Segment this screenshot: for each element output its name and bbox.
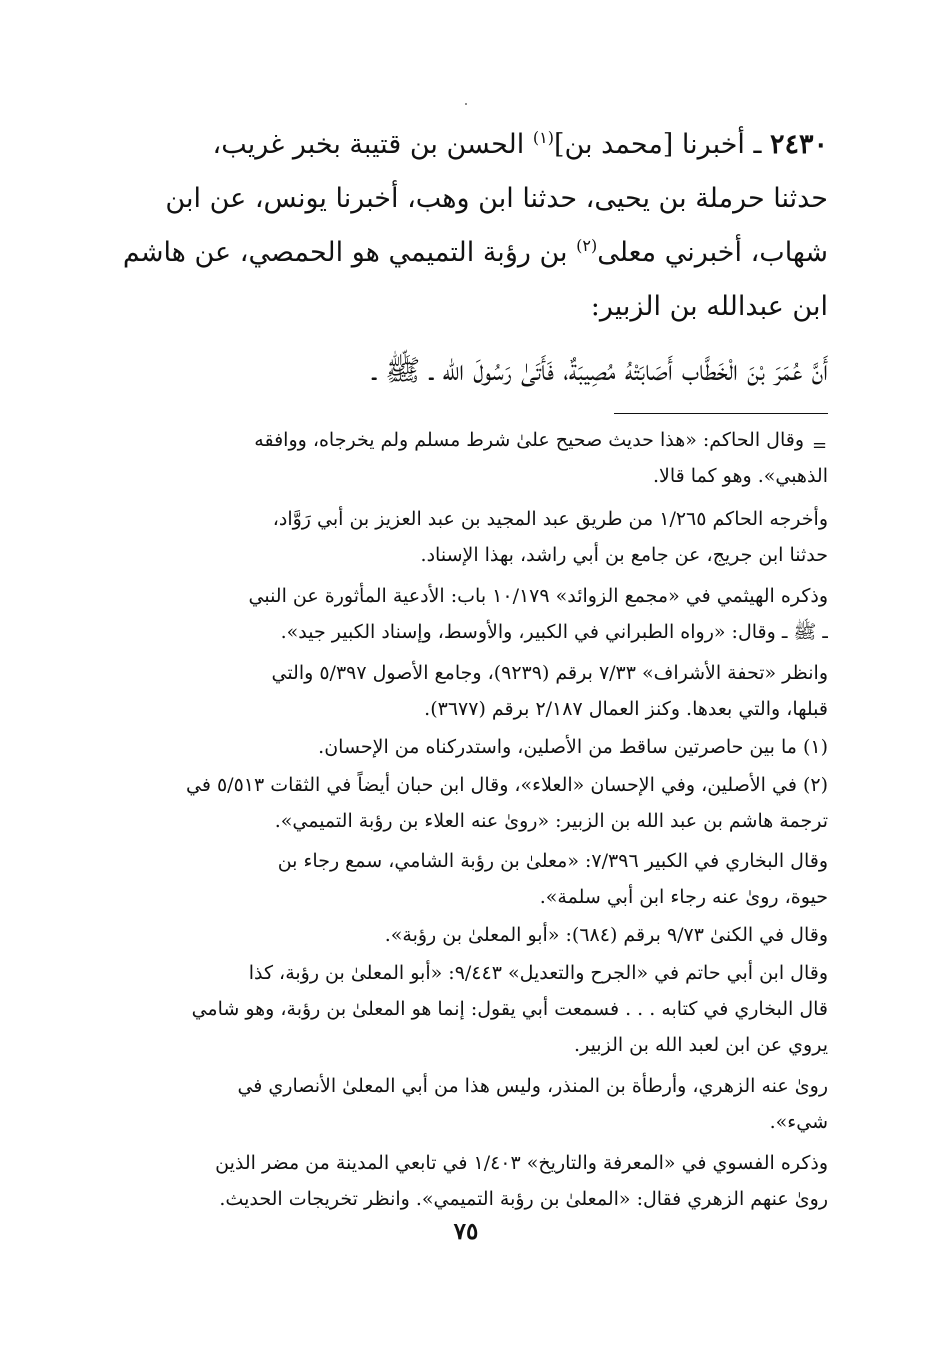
hadith-number: ٢٤٣٠ <box>769 129 828 160</box>
main-text-line-4: ابن عبدالله بن الزبير: <box>590 291 828 322</box>
hadith-matn: أَنَّ عُمَرَ بْنَ الْخَطَّاب أَصَابَتْهُ مُصِيبَةٌ، فَأَتَىٰ رَسُولَ الله ـ ﷺ ـ <box>372 353 828 387</box>
footnote-line: وقال ابن أبي حاتم في «الجرح والتعديل» ٩/٤٤٣: «أبو المعلىٰ بن رؤبة، كذا <box>248 962 828 984</box>
footnote-line: وقال البخاري في الكبير ٧/٣٩٦: «معلىٰ بن رؤبة الشامي، سمع رجاء بن <box>277 850 828 872</box>
page-number: ٧٥ <box>453 1218 479 1245</box>
main-text-line-1-start: ـ أخبرنا [محمد بن] <box>553 129 770 160</box>
footnote-line: (٢) في الأصلين، وفي الإحسان «العلاء»، وقال ابن حبان أيضاً في الثقات ٥/٥١٣ في <box>186 774 828 796</box>
main-text-line-1 <box>112 118 828 172</box>
footnote-line: (١) ما بين حاصرتين ساقط من الأصلين، واستدركناه من الإحسان. <box>318 736 828 758</box>
main-text-line-3-end: بن رؤبة التميمي هو الحمصي، عن هاشم <box>122 237 577 268</box>
main-text-line-1-end: الحسن بن قتيبة بخبر غريب، <box>212 129 533 160</box>
footnote-line: شيء». <box>769 1111 828 1133</box>
footnote-line: وانظر «تحفة الأشراف» ٧/٣٣ برقم (٩٢٣٩)، وجامع الأصول ٥/٣٩٧ والتي <box>271 662 828 684</box>
footnote-line: روىٰ عنه الزهري، وأرطأة بن المنذر، وليس هذا من أبي المعلىٰ الأنصاري في <box>237 1075 828 1097</box>
footnote-line: قال البخاري في كتابه . . . فسمعت أبي يقول: إنما هو المعلىٰ بن رؤبة، وهو شامي <box>191 998 828 1020</box>
footnote-line: وقال في الكنىٰ ٩/٧٣ برقم (٦٨٤): «أبو المعلىٰ بن رؤبة». <box>384 924 828 946</box>
footnote-line: يروي عن ابن لعبد الله بن الزبير. <box>574 1034 828 1056</box>
footnote-line: وأخرجه الحاكم ١/٢٦٥ من طريق عبد المجيد بن عبد العزيز بن أبي رَوَّاد، <box>272 508 828 530</box>
footnote-line: وذكره الفسوي في «المعرفة والتاريخ» ١/٤٠٣ في تابعي المدينة من مضر الذين <box>215 1152 828 1174</box>
main-text-line-3-start: شهاب، أخبرني معلى <box>597 237 828 268</box>
footnote-line: وقال الحاكم: «هذا حديث صحيح علىٰ شرط مسلم ولم يخرجاه، ووافقه <box>254 429 804 451</box>
footnote-line: ـ ﷺ ـ وقال: «رواه الطبراني في الكبير، والأوسط، وإسناد الكبير جيد». <box>280 621 828 643</box>
footnote-line: ترجمة هاشم بن عبد الله بن الزبير: «روىٰ عنه العلاء بن رؤبة التميمي». <box>274 810 828 832</box>
footnote-line: حدثنا ابن جريج، عن جامع بن أبي راشد، بهذا الإسناد. <box>420 544 828 566</box>
main-text-line-3 <box>112 226 828 280</box>
footnote-line: وذكره الهيثمي في «مجمع الزوائد» ١٠/١٧٩ باب: الأدعية المأثورة عن النبي <box>248 585 828 607</box>
footnote-line: روىٰ عنهم الزهري فقال: «المعلىٰ بن رؤبة التميمي». وانظر تخريجات الحديث. <box>219 1188 828 1210</box>
footnote-ref-1: (١) <box>532 128 554 147</box>
main-text-line-2: حدثنا حرملة بن يحيى، حدثنا ابن وهب، أخبرنا يونس، عن ابن <box>165 183 828 214</box>
footnote-separator <box>614 413 828 414</box>
continuation-mark: = <box>812 435 828 456</box>
footnote-line: قبلها، والتي بعدها. وكنز العمال ٢/١٨٧ برقم (٣٦٧٧). <box>424 698 828 720</box>
footnote-line: الذهبي». وهو كما قالا. <box>653 465 828 487</box>
footnote-line: حيوة، روىٰ عنه رجاء ابن أبي سلمة». <box>539 886 828 908</box>
footnote-ref-2: (٢) <box>576 236 598 255</box>
page-mark <box>465 103 467 105</box>
